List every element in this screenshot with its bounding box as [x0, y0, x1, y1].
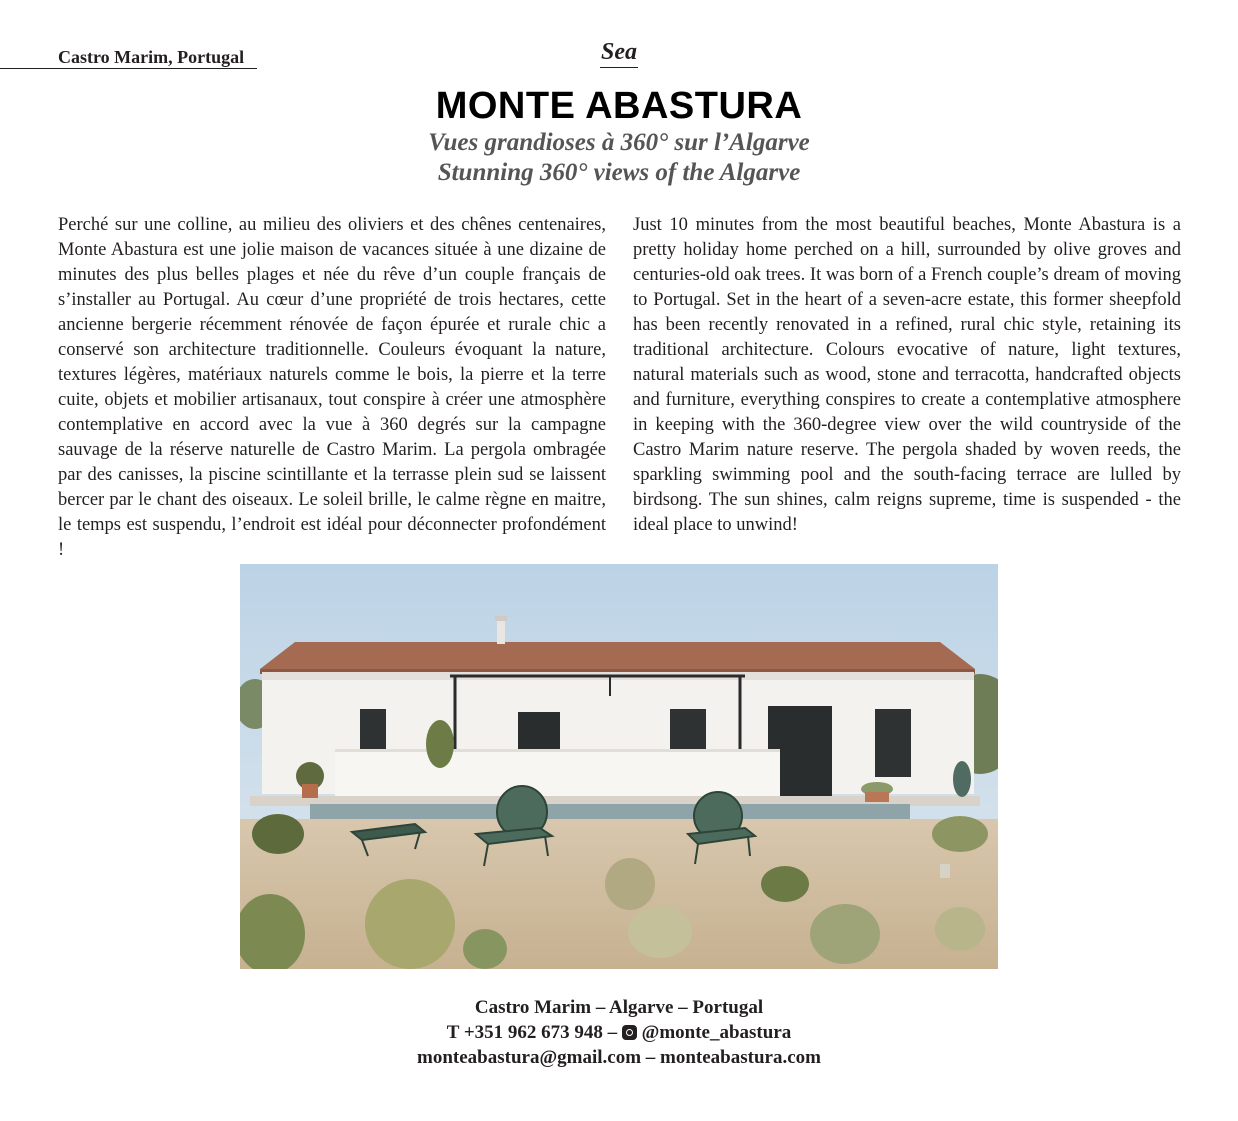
section-label-wrap	[0, 38, 1238, 68]
shrub	[935, 907, 985, 951]
header-rule	[0, 68, 257, 69]
section-label: Sea	[600, 38, 638, 68]
footer-instagram: @monte_abastura	[641, 1022, 792, 1043]
shrub	[605, 858, 655, 910]
header-location: Castro Marim, Portugal	[58, 47, 245, 67]
shrub	[365, 879, 455, 969]
footer-address: Castro Marim – Algarve – Portugal	[474, 997, 764, 1018]
roof	[260, 642, 975, 669]
shrub	[628, 906, 692, 958]
shrub	[463, 929, 507, 969]
body-text-french: Perché sur une colline, au milieu des oliviers et des chênes centenaires, Monte Abastura est une jolie maison de vacances située à une dizaine de minutes des plus belles plages et née du rêve d’un couple français de s’installer au Portugal. Au cœur d’une propriété de trois hectares, cette ancienne bergerie récemment rénovée de façon épurée et rurale chic a conservé son architecture traditionnelle. Couleurs évoquant la nature, textures légères, matériaux naturels comme le bois, la pierre et la terre cuite, objets et mobilier artisanaux, tout conspire à créer une atmosphère contemplative en accord avec la vue à 360 degrés sur la campagne sauvage de la réserve naturelle de Castro Marim. La pergola ombragée par des canisses, la piscine scintillante et la terrasse plein sud se laissent bercer par le chant des oiseaux. Le soleil brille, le calme règne en maitre, le temps est suspendu, l’endroit est idéal pour déconnecter profondément !	[58, 215, 606, 560]
shrub	[810, 904, 880, 964]
footer-contact: monteabastura@gmail.com – monteabastura.com	[417, 1047, 821, 1068]
shrub	[252, 814, 304, 854]
article-title: MONTE ABASTURA	[435, 85, 803, 127]
instagram-icon	[622, 1025, 637, 1040]
house-photo	[240, 564, 998, 969]
subtitle-french: Vues grandioses à 360° sur l’Algarve	[428, 129, 810, 156]
body-text-english: Just 10 minutes from the most beautiful beaches, Monte Abastura is a pretty holiday home perched on a hill, surrounded by olive groves and centuries-old oak trees. It was born of a French couple’s dream of moving to Portugal. Set in the heart of a seven-acre estate, this former sheepfold has been recently renovated in a refined, rural chic style, retaining its traditional architecture. Colours evocative of nature, light textures, natural materials such as wood, stone and terracotta, handcrafted objects and furniture, everything conspires to create a contemplative atmosphere in keeping with the 360-degree view over the wild countryside of the Castro Marim nature reserve. The pergola shaded by woven reeds, the sparkling swimming pool and the south-facing terrace are lulled by birdsong. The sun shines, calm reigns supreme, time is suspended - the ideal place to unwind!	[633, 215, 1181, 535]
shrub	[932, 816, 988, 852]
footer-phone-line	[0, 1020, 1238, 1045]
shrub	[761, 866, 809, 902]
footer-phone: T +351 962 673 948 –	[446, 1022, 618, 1043]
window	[875, 709, 911, 777]
subtitle-english: Stunning 360° views of the Algarve	[437, 159, 801, 186]
